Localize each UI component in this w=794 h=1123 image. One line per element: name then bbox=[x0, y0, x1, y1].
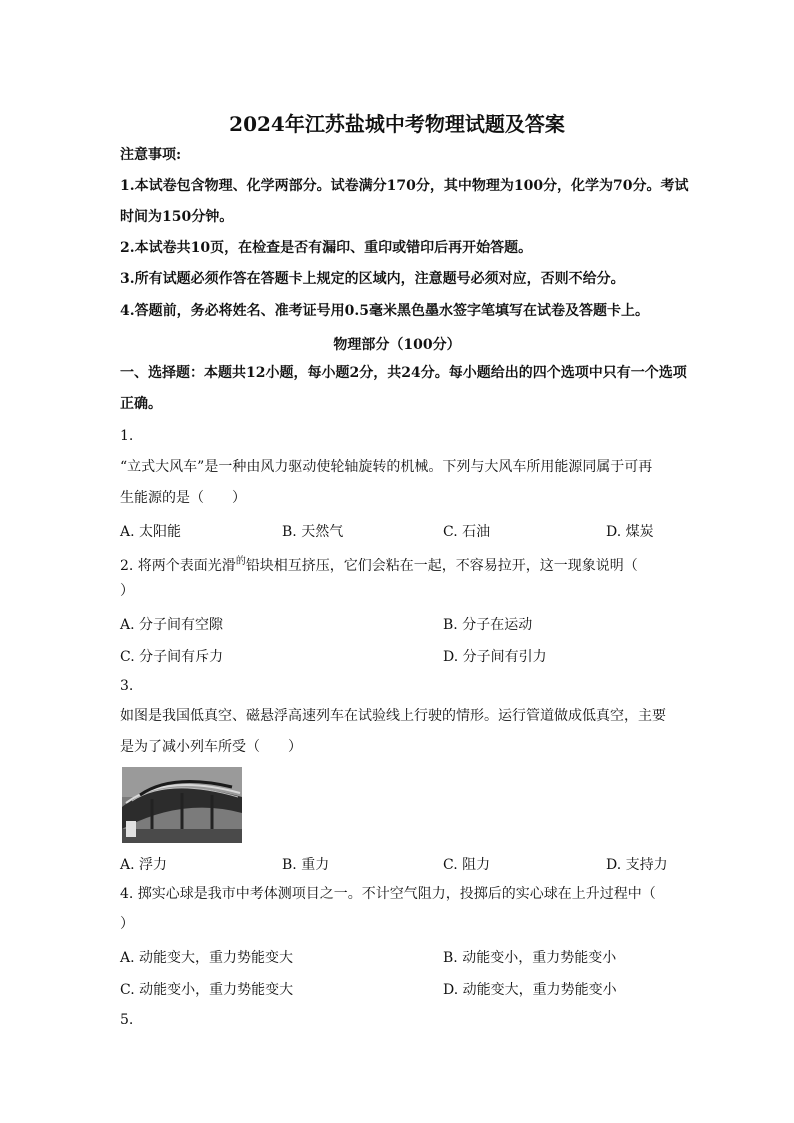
maglev-train-illustration bbox=[122, 767, 242, 843]
q3-stem-cont: 是为了减小列车所受（ ） bbox=[120, 739, 302, 755]
q4-stem: 4. 掷实心球是我市中考体测项目之一。不计空气阻力，投掷后的实心球在上升过程中（ bbox=[120, 886, 656, 902]
q1-option-a: A. 太阳能 bbox=[120, 524, 182, 540]
q2-option-d: D. 分子间有引力 bbox=[443, 649, 547, 665]
q2-option-b: B. 分子在运动 bbox=[443, 617, 533, 633]
maglev-train-photo bbox=[122, 767, 242, 843]
notice-item-1: 1.本试卷包含物理、化学两部分。试卷满分170分，其中物理为100分，化学为70分。考试 bbox=[120, 178, 689, 194]
q4-stem-cont: ） bbox=[120, 916, 134, 932]
q1-option-d: D. 煤炭 bbox=[606, 524, 654, 540]
q3-option-b: B. 重力 bbox=[282, 857, 330, 873]
part1-instructions: 一、选择题：本题共12小题，每小题2分，共24分。每小题给出的四个选项中只有一个选项 bbox=[120, 365, 687, 381]
q1-option-c: C. 石油 bbox=[443, 524, 491, 540]
q2-stem-de: 的 bbox=[235, 556, 246, 567]
q2-option-c: C. 分子间有斥力 bbox=[120, 649, 224, 665]
q2-stem-part-a: 2. 将两个表面光滑 bbox=[120, 558, 236, 574]
q4-option-a: A. 动能变大，重力势能变大 bbox=[120, 950, 294, 966]
notice-item-3: 3.所有试题必须作答在答题卡上规定的区域内，注意题号必须对应，否则不给分。 bbox=[120, 271, 625, 287]
q2-stem bbox=[120, 554, 638, 574]
q3-number: 3. bbox=[120, 678, 134, 694]
notice-item-4: 4.答题前，务必将姓名、准考证号用0.5毫米黑色墨水签字笔填写在试卷及答题卡上。 bbox=[120, 303, 649, 319]
section-title: 物理部分（100分） bbox=[333, 337, 461, 353]
q4-option-c: C. 动能变小，重力势能变大 bbox=[120, 982, 294, 998]
q2-stem-part-b: 铅块相互挤压，它们会粘在一起，不容易拉开，这一现象说明（ bbox=[245, 558, 638, 574]
notice-item-2: 2.本试卷共10页，在检查是否有漏印、重印或错印后再开始答题。 bbox=[120, 240, 533, 256]
q3-stem: 如图是我国低真空、磁悬浮高速列车在试验线上行驶的情形。运行管道做成低真空，主要 bbox=[120, 708, 666, 724]
q1-stem: “立式大风车”是一种由风力驱动使轮轴旋转的机械。下列与大风车所用能源同属于可再 bbox=[120, 459, 653, 475]
q4-option-d: D. 动能变大，重力势能变小 bbox=[443, 982, 617, 998]
q2-option-a: A. 分子间有空隙 bbox=[120, 617, 224, 633]
q5-number: 5. bbox=[120, 1012, 134, 1028]
q1-number: 1. bbox=[120, 428, 134, 444]
q4-option-b: B. 动能变小，重力势能变小 bbox=[443, 950, 617, 966]
part1-instructions-cont: 正确。 bbox=[120, 396, 162, 412]
q3-option-c: C. 阻力 bbox=[443, 857, 491, 873]
notice-heading: 注意事项: bbox=[120, 147, 182, 163]
q2-stem-cont: ） bbox=[120, 583, 134, 599]
q1-option-b: B. 天然气 bbox=[282, 524, 344, 540]
notice-item-1-cont: 时间为150分钟。 bbox=[120, 209, 234, 225]
q1-stem-cont: 生能源的是（ ） bbox=[120, 490, 246, 506]
exam-title: 2024年江苏盐城中考物理试题及答案 bbox=[229, 112, 565, 136]
q3-option-d: D. 支持力 bbox=[606, 857, 668, 873]
q3-option-a: A. 浮力 bbox=[120, 857, 168, 873]
